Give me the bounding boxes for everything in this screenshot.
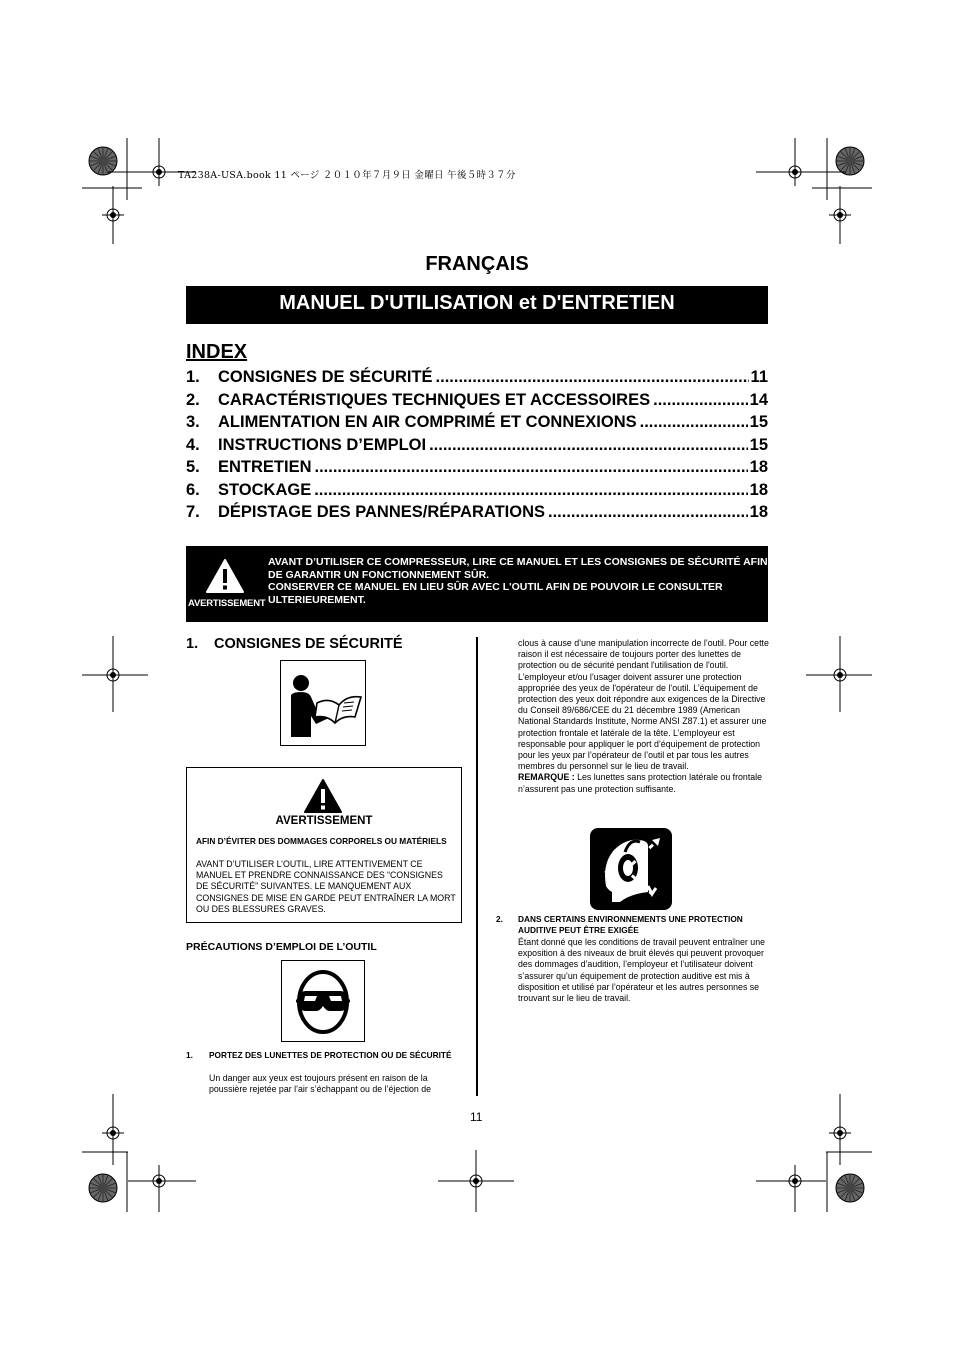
ear-protection-icon xyxy=(590,828,672,910)
color-target-icon xyxy=(89,147,117,175)
column2-text: clous à cause d’une manipulation incorrecte de l’outil. Pour cette raison il est nécessaire de toujours porter des lunettes de protection ou de sécurité pendant l'utilisation de l'outil. L’employeur et/ou l’usager doivent assurer une protection appropriée des yeux de l'opérateur de l’outil. L’équipement de protection des yeux doit répondre aux exigences de la Directive du Conseil 89/686/CEE du 21 décembre 1989 (American National Standards Institute, Norme ANSI Z87.1) et assurer une protection frontale et latérale de la tête. L’employeur est responsable pour appliquer le port d’équipement de protection pour les yeux par l’opérateur de l’outil et par tous les autres membres du personnel sur le lieu de travail. REMARQUE : Les lunettes sans protection latérale ou frontale n’assurent pas une protection suffisante. xyxy=(518,638,769,794)
section-heading: 1. CONSIGNES DE SÉCURITÉ xyxy=(186,636,403,652)
warning-bar-label: AVERTISSEMENT xyxy=(188,598,266,609)
toc-item: 6. STOCKAGE ..... 18 xyxy=(186,481,768,504)
warning-bar-text: AVANT D’UTILISER CE COMPRESSEUR, LIRE CE MANUEL ET LES CONSIGNES DE SÉCURITÉ AFIN DE GARANTIR UN FONCTIONNEMENT SÛR. CONSERVER CE MANUEL EN LIEU SÛR AVEC L'OUTIL AFIN DE POUVOIR LE CONSULTER ULTERIEUREMENT. xyxy=(268,556,768,606)
color-target-icon xyxy=(89,1174,117,1202)
toc-item: 2. CARACTÉRISTIQUES TECHNIQUES ET ACCESSOIRES ..... 14 xyxy=(186,391,768,414)
column-divider xyxy=(476,637,478,1096)
toc-item: 1. CONSIGNES DE SÉCURITÉ ..... 11 xyxy=(186,368,768,391)
manual-title-banner: MANUEL D'UTILISATION et D'ENTRETIEN xyxy=(186,286,768,324)
page-number: 11 xyxy=(470,1110,483,1124)
toc-item: 5. ENTRETIEN ..... 18 xyxy=(186,458,768,481)
note: REMARQUE : Les lunettes sans protection latérale ou frontale n’assurent pas une protection suffisante. xyxy=(518,772,762,794)
warning-bar xyxy=(186,546,768,622)
safety-goggles-icon xyxy=(281,960,365,1042)
warning-triangle-icon xyxy=(205,558,245,594)
index-heading: INDEX xyxy=(186,341,248,363)
color-target-icon xyxy=(836,147,864,175)
read-manual-icon xyxy=(280,660,366,746)
print-header: TA238A-USA.book 11 ページ ２０１０年７月９日 金曜日 午後５時３７分 xyxy=(178,170,516,181)
toc-item: 7. DÉPISTAGE DES PANNES/RÉPARATIONS ..... 18 xyxy=(186,503,768,526)
precautions-heading: PRÉCAUTIONS D’EMPLOI DE L’OUTIL xyxy=(186,941,377,953)
toc-item: 4. INSTRUCTIONS D’EMPLOI ..... 15 xyxy=(186,436,768,459)
warning-box xyxy=(186,767,462,923)
language-heading: FRANÇAIS xyxy=(425,253,529,275)
color-target-icon xyxy=(836,1174,864,1202)
toc-item: 3. ALIMENTATION EN AIR COMPRIMÉ ET CONNEXIONS ..... 15 xyxy=(186,413,768,436)
warning-triangle-icon xyxy=(303,778,343,814)
warning-box-subheading: AFIN D’ÉVITER DES DOMMAGES CORPORELS OU MATÉRIELS xyxy=(196,836,447,846)
table-of-contents xyxy=(186,368,768,526)
warning-box-body: AVANT D’UTILISER L’OUTIL, LIRE ATTENTIVEMENT CE MANUEL ET PRENDRE CONNAISSANCE DES “CONSIGNES DE SÉCURITÉ” SUIVANTES. LE MANQUEMENT AUX CONSIGNES DE MISE EN GARDE PEUT ENTRAÎNER LA MORT OU DES BLESSURES GRAVES. xyxy=(196,859,456,914)
warning-box-heading: AVERTISSEMENT xyxy=(275,815,373,827)
